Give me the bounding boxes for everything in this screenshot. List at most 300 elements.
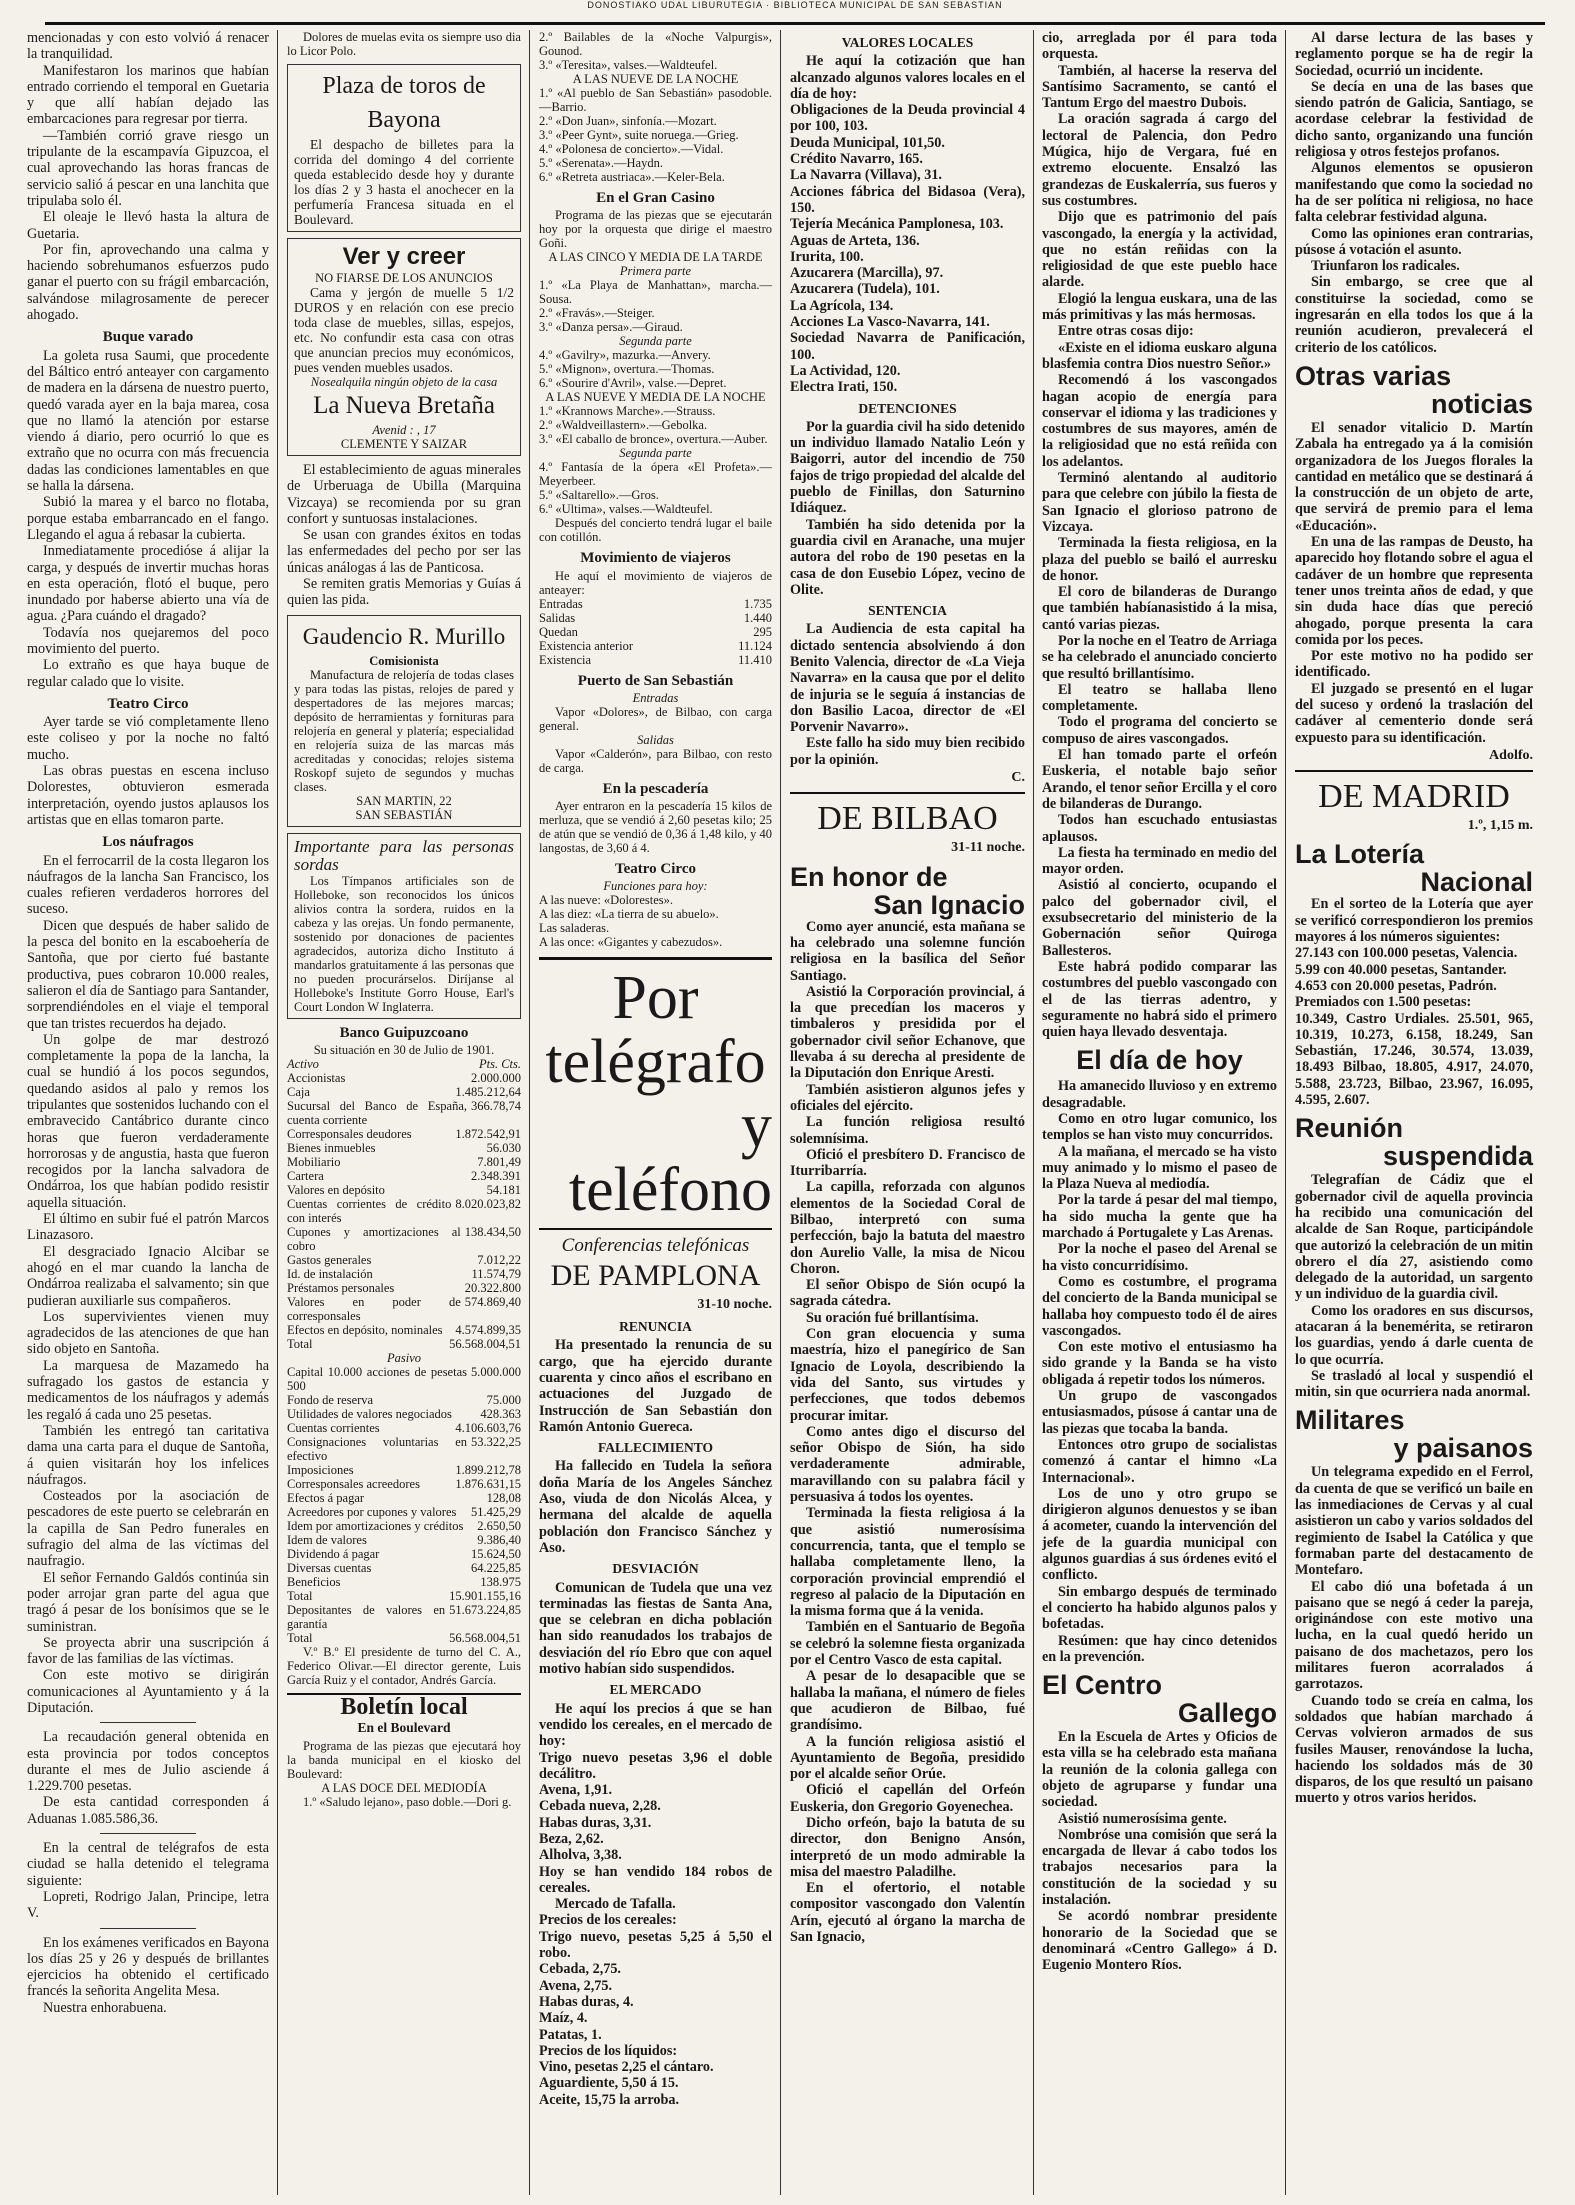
list-item: La Actividad, 120. xyxy=(790,362,901,379)
list-item: Aceite, 15,75 la arroba. xyxy=(539,2091,680,2108)
row-label: Idem de valores xyxy=(287,1532,367,1547)
row-label: Existencia xyxy=(539,652,592,667)
paragraph: Lopreti, Rodrigo Jalan, Principe, letra V. xyxy=(27,1888,269,1922)
list-item: 2.º «Fravás».—Steiger. xyxy=(539,306,655,321)
table-row xyxy=(287,1099,521,1127)
paragraph: La goleta rusa Saumi, que procedente del Báltico entró anteayer con cargamento de madera en la dársena de nuestro puerto, quedó varada ayer en la baja marea, cosa que no llamó la atención por estarse viendo á diario, pero ocurrió lo que es extraño que no ocurra con más frecuencia dadas las condiciones lamentables en que se halla la dársena. xyxy=(27,347,269,495)
list-item: 5.º «Serenata».—Haydn. xyxy=(539,156,663,170)
row-label: Sucursal del Banco de España, cuenta corriente xyxy=(287,1098,467,1127)
column-4 xyxy=(785,30,1030,2205)
paragraph: Un grupo de vascongados entusiasmados, púsose á cantar una de las piezas que tocaba la banda. xyxy=(1042,1388,1277,1437)
row-value: 138.434,50 xyxy=(464,1224,521,1239)
row-value: 8.020.023,82 xyxy=(455,1196,521,1211)
list-item: 6.º «Ultima», valses.—Waldteufel. xyxy=(539,502,713,517)
row-value: 1.872.542,91 xyxy=(455,1126,521,1141)
table-row xyxy=(287,1491,521,1505)
list-item: 1.º «La Playa de Manhattan», marcha.—Sousa. xyxy=(539,278,772,307)
table-row xyxy=(539,611,772,625)
paragraph: Por fin, aprovechando una calma y haciendo sobrehumanos esfuerzos pudo ganar el puerto con su frágil embarcación, salvándose milagrosamente de perecer ahogado. xyxy=(27,241,269,324)
row-label: Diversas cuentas xyxy=(287,1560,372,1575)
paragraph: Se remiten gratis Memorias y Guías á quien las pida. xyxy=(287,576,521,609)
row-value: 7.801,49 xyxy=(477,1154,521,1169)
list-item: Azucarera (Tudela), 101. xyxy=(790,281,940,298)
dateline: 31-11 noche. xyxy=(951,840,1025,856)
table-row xyxy=(287,1267,521,1281)
paragraph: Comunican de Tudela que una vez terminadas las fiestas de Santa Ana, que se celebran en dicha población han sido reanudados los trabajos de desviación del río Ebro que con aquel motivo habían sido suspendidos. xyxy=(539,1579,772,1678)
row-value: 75.000 xyxy=(486,1392,521,1407)
time-label: A LAS NUEVE Y MEDIA DE LA NOCHE xyxy=(545,390,766,405)
row-value: 1.440 xyxy=(743,610,772,625)
paragraph: cio, arreglada por él para toda orquesta. xyxy=(1042,30,1277,63)
travelers-table xyxy=(539,597,772,667)
subheading: Su situación en 30 de Julio de 1901. xyxy=(313,1042,495,1057)
subheading: En el Boulevard xyxy=(357,1720,451,1736)
section-banner xyxy=(539,957,772,1230)
paragraph: Por la noche el paseo del Arenal se ha visto concurridísimo. xyxy=(1042,1241,1277,1274)
paragraph: Este habrá podido comparar las costumbres del pueblo vascongado con el de las tierras adentro, y seguramente no habrá sido el primero quien haya llevado desventaja. xyxy=(1042,958,1277,1041)
paragraph: Por este motivo no ha podido ser identificado. xyxy=(1295,648,1533,681)
heading-line: El Centro xyxy=(1042,1670,1163,1701)
list-item: Acciones La Vasco-Navarra, 141. xyxy=(790,314,990,331)
list-item: Cebada nueva, 2,28. xyxy=(539,1798,661,1815)
list-item: Aguardiente, 5,50 á 15. xyxy=(539,2075,679,2092)
list-item: Sociedad Navarra de Panificación, 100. xyxy=(790,330,1025,363)
signature: C. xyxy=(1011,770,1025,786)
paragraph: El senador vitalicio D. Martín Zabala ha entregado ya á la comisión organizadora de los Juegos florales la cantidad en metálico que se destinará á la construcción de un objeto de arte, que servirá de premio para el lema «Educación». xyxy=(1295,419,1533,534)
balance-table xyxy=(287,1057,521,1645)
paragraph: Terminada la fiesta religiosa, en la plaza del pueblo se bailó el aurresku de honor. xyxy=(1042,535,1277,584)
paragraph: Subió la marea y el barco no flotaba, porque estaba embarrancado en el fango. Llegando el agua á rebasar la cubierta. xyxy=(27,494,269,543)
table-row xyxy=(287,1407,521,1421)
list-item: Habas duras, 3,31. xyxy=(539,1814,652,1831)
list-item: 5.º «Mignon», overtura.—Thomas. xyxy=(539,362,715,377)
market-list xyxy=(539,1912,772,2108)
row-value: 4.106.603,76 xyxy=(455,1420,521,1435)
paragraph: Nombróse una comisión que será la encargada de llevar á cabo todos los trabajos necesarios para la constitución de la sociedad y su instalación. xyxy=(1042,1826,1277,1909)
row-value: 128,08 xyxy=(486,1490,521,1505)
paragraph: El desgraciado Ignacio Alcibar se ahogó en el mar cuando la lancha de Ondárroa realizaba el salvamento; sin que pudieran auxiliarle sus compañeros. xyxy=(27,1243,269,1309)
paragraph: Todos han escuchado entusiastas aplausos. xyxy=(1042,812,1277,845)
row-value: 64.225,85 xyxy=(471,1560,521,1575)
list-item: A las nueve: «Dolorestes». xyxy=(539,893,674,908)
table-row xyxy=(287,1463,521,1477)
ad-ver-creer xyxy=(287,238,521,456)
row-label: Accionistas xyxy=(287,1070,346,1085)
paragraph: En la central de telégrafos de esta ciudad se halla detenido el telegrama siguiente: xyxy=(27,1840,269,1889)
section-heading: Los náufragos xyxy=(102,834,194,851)
ad-text: Dolores de muelas evita os siempre uso dia lo Licor Polo. xyxy=(287,30,521,58)
row-label: Efectos en depósito, nominales xyxy=(287,1322,443,1337)
table-row xyxy=(287,1561,521,1575)
paragraph: Dijo que es patrimonio del país vascongado, la energía y la actividad, que no están reñidas con la religiosidad de que este pueblo hace alarde. xyxy=(1042,209,1277,291)
heading-line: noticias xyxy=(1430,388,1533,419)
list-item: Deuda Municipal, 101,50. xyxy=(790,134,945,151)
ad-address: Avenid : , 17 xyxy=(372,423,436,437)
dateline: 1.º, 1,15 m. xyxy=(1467,818,1533,834)
table-row xyxy=(287,1519,521,1533)
list-item: Irurita, 100. xyxy=(790,248,864,265)
table-row xyxy=(287,1533,521,1547)
subheading: Conferencias telefónicas xyxy=(561,1235,750,1257)
list-item: 1.º «Krannows Marche».—Strauss. xyxy=(539,404,716,419)
row-value: 9.386,40 xyxy=(477,1532,521,1547)
row-label: Utilidades de valores negociados xyxy=(287,1406,452,1421)
ad-address: SAN MARTIN, 22 xyxy=(356,793,452,808)
list-item: Electra Irati, 150. xyxy=(790,379,898,396)
paragraph: Asistió numerosísima gente. xyxy=(1058,1810,1227,1827)
paragraph: Su oración fué brillantísima. xyxy=(806,1309,979,1326)
row-value: 138.975 xyxy=(480,1574,521,1589)
paragraph: He aquí los precios á que se han vendido los cereales, en el mercado de hoy: xyxy=(539,1700,772,1750)
list-item: 6.º «Sourire d'Avril», valse.—Depret. xyxy=(539,376,727,391)
paragraph: Este fallo ha sido muy bien recibido por la opinión. xyxy=(790,735,1025,768)
row-value: 4.574.899,35 xyxy=(455,1322,521,1337)
paragraph: Como es costumbre, el programa del concierto de la Banda municipal se hallaba hoy compuesto todo él de aires vascongados. xyxy=(1042,1273,1277,1339)
row-value: 574.869,40 xyxy=(464,1294,521,1309)
list-item: 3.º «Teresita», valses.—Waldteufel. xyxy=(539,58,718,72)
row-value: 2.650,50 xyxy=(477,1518,521,1533)
row-label: Existencia anterior xyxy=(539,638,634,653)
table-row xyxy=(287,1295,521,1323)
paragraph: Se trasladó al local y suspendió el mitin, sin que ocurriera nada anormal. xyxy=(1295,1367,1533,1401)
row-label: Imposiciones xyxy=(287,1462,354,1477)
row-label: Cuentas corrientes de crédito con interés xyxy=(287,1196,452,1225)
row-value: 53.322,25 xyxy=(471,1434,521,1449)
paragraph: Por la guardia civil ha sido detenido un individuo llamado Natalio León y Baigorri, autor del incendio de 750 fajos de trigo propiedad del alcalde del pueblo de Finillas, don Saturnino Idiáquez. xyxy=(790,418,1025,517)
market-list xyxy=(539,1750,772,1897)
row-label: Consignaciones voluntarias en efectivo xyxy=(287,1434,467,1463)
paragraph: Asistió la Corporación provincial, á la que precedían los maceros y timbaleros y presidida por el gobernador civil señor Echanove, que llevaba á su derecha al presidente de la Diputación don Enrique Aresti. xyxy=(790,983,1025,1082)
program-list xyxy=(539,404,772,446)
row-value: 11.574,79 xyxy=(471,1266,521,1281)
heading-line: Militares xyxy=(1295,1405,1405,1436)
paragraph: El establecimiento de aguas minerales de Urberuaga de Ubilla (Marquina Vizcaya) se recomienda por su gran confort y suntuosas instalaciones. xyxy=(287,462,521,527)
paragraph: Terminada la fiesta religiosa á la que asistió numerosísima concurrencia, tanta, que el templo se hallaba completamente lleno, la corporación provincial emprendió el regreso al palacio de la Diputación en la misma forma que á la venida. xyxy=(790,1505,1025,1620)
column-1 xyxy=(22,30,274,2205)
ad-title: Plaza de toros de Bayona xyxy=(322,73,486,133)
row-label: Acreedores por cupones y valores xyxy=(287,1504,457,1519)
row-value: 1.899.212,78 xyxy=(455,1462,521,1477)
row-label: Idem por amortizaciones y créditos xyxy=(287,1518,464,1533)
paragraph: Como en otro lugar comunico, los templos se han visto muy concurridos. xyxy=(1042,1111,1277,1144)
list-item: Premiados con 1.500 pesetas: xyxy=(1295,994,1472,1011)
list-item: 3.º «Danza persa».—Giraud. xyxy=(539,320,683,335)
list-item: Habas duras, 4. xyxy=(539,1993,634,2010)
paragraph: Después del concierto tendrá lugar el baile con cotillón. xyxy=(539,516,772,545)
paragraph: Ofició el capellán del Orfeón Euskeria, don Gregorio Goyenechea. xyxy=(790,1782,1025,1815)
list-item: 4.º Fantasía de la ópera «El Profeta».—Meyerbeer. xyxy=(539,460,772,489)
row-label: Id. de instalación xyxy=(287,1266,373,1281)
paragraph: Un golpe de mar destrozó completamente la popa de la lancha, la cual se hundió á los pocos segundos, quedando asidos al palo y remos los tripulantes que sostenidos luchando con el embravecido Cantábrico durante cinco horas que fueron verdaderamente horrorosas y de angustia, hasta que fueron recogidos por la lancha salvadora de Ondárroa, los que habían podido resistir aquella situación. xyxy=(27,1031,269,1211)
paragraph: Como los oradores en sus discursos, atacaran á la benemérita, se retiraron los guardias, yendo á darle cuenta de lo que ocurría. xyxy=(1295,1302,1533,1368)
section-heading: Buque varado xyxy=(102,329,194,346)
row-value: 5.000.000 xyxy=(471,1364,521,1379)
separator xyxy=(100,1928,197,1929)
list-item: La Navarra (Villava), 31. xyxy=(790,167,942,184)
program-list xyxy=(539,278,772,334)
program-list xyxy=(539,460,772,516)
paragraph: Al darse lectura de las bases y reglamento porque se ha de regir la Sociedad, ocurrió un incidente. xyxy=(1295,30,1533,79)
ad-body: Los Tímpanos artificiales son de Holleboke, son reconocidos los únicos alivios contra la sordera, ruidos en la cabeza y las orejas. Un fondo permanente, sostenido por donaciones de pacientes agradecidos, autoriza dicho Instituto á mandarlos gratuitamente á las personas que no pueden procurárselos. Diríjanse al Holleboke's Institute Gorro House, Earl's Court London W Inglaterra. xyxy=(294,873,514,1014)
list-item: 3.º «Peer Gynt», suite noruega.—Grieg. xyxy=(539,128,739,142)
paragraph: A la mañana, el mercado se ha visto muy animado y lo mismo el paseo de la Plaza Nueva al mediodía. xyxy=(1042,1143,1277,1193)
paragraph: Todo el programa del concierto se compuso de aires vascongados. xyxy=(1042,714,1277,747)
paragraph: Dicho orfeón, bajo la batuta de su director, don Benigno Ansón, interpretó de un modo admirable la misa del maestro Paladilhe. xyxy=(790,1814,1025,1880)
masthead-stamp: DONOSTIAKO UDAL LIBURUTEGIA · BIBLIOTECA MUNICIPAL DE SAN SEBASTIAN xyxy=(587,0,1003,10)
row-label: Cupones y amortizaciones al cobro xyxy=(287,1224,461,1253)
separator xyxy=(100,1722,197,1723)
list-item: Alholva, 3,38. xyxy=(539,1847,622,1864)
paragraph: Sin embargo, se cree que al constituirse la sociedad, como se ingresarán en ella todos los que á la reunión acudieron, prevalecerá el criterio de los católicos. xyxy=(1295,274,1533,356)
paragraph: En el ferrocarril de la costa llegaron los náufragos de la lancha San Francisco, los cuales refieren verdaderos horrores del suceso. xyxy=(27,852,269,918)
program-list xyxy=(539,86,772,184)
list-item: 27.143 con 100.000 pesetas, Valencia. xyxy=(1295,945,1518,962)
ad-note: Nosealquila ningún objeto de la casa xyxy=(310,375,498,389)
table-row xyxy=(287,1477,521,1491)
row-label: Mobiliario xyxy=(287,1154,341,1169)
paragraph: Lo extraño es que haya buque de regular calado que lo visite. xyxy=(27,657,269,690)
paragraph: El coro de bilanderas de Durango que también habíanasistido á la misa, cantó varias piezas. xyxy=(1042,584,1277,633)
ad-title: Gaudencio R. Murillo xyxy=(302,623,506,649)
part-label: Entradas xyxy=(632,690,679,705)
list-item: Azucarera (Marcilla), 97. xyxy=(790,265,944,282)
paragraph: También ha sido detenida por la guardia civil en Aranache, una mujer autora del robo de 190 pesetas en la casa de don Eusebio López, vecino de Olite. xyxy=(790,516,1025,598)
paragraph: Los de uno y otro grupo se dirigieron algunos denuestos y se iban á acometer, cuando la intervención del jefe de la guardia municipal con algunos guardias á sus órdenes evitó el conflicto. xyxy=(1042,1485,1277,1584)
row-value: 56.568.004,51 xyxy=(449,1630,521,1645)
paragraph: En el sorteo de la Lotería que ayer se verificó correspondieron los premios mayores á los números siguientes: xyxy=(1295,896,1533,946)
paragraph: He aquí la cotización que han alcanzado algunos valores locales en el día de hoy: xyxy=(790,53,1025,102)
paragraph: Resúmen: que hay cinco detenidos en la prevención. xyxy=(1042,1632,1277,1665)
section-heading: Boletín local xyxy=(287,1693,521,1715)
program-list xyxy=(539,893,772,949)
paragraph: El señor Fernando Galdós continúa sin poder arrojar gran parte del agua que tragó á pesar de los bonísimos que se le suministran. xyxy=(27,1569,269,1635)
paragraph: Asistió al concierto, ocupando el palco del gobernador civil, el exsubsecretario del ministerio de la Gobernación señor Quiroga Ballesteros. xyxy=(1042,877,1277,959)
table-row xyxy=(287,1253,521,1267)
paragraph: Como antes digo el discurso del señor Obispo de Sión, ha sido verdaderamente admirable, maravillando con su palabra fácil y persuasiva á todos los oyentes. xyxy=(790,1423,1025,1506)
banner-line: y teléfono xyxy=(568,1092,772,1225)
top-rule xyxy=(45,22,1545,25)
paragraph: Sin embargo después de terminado el concierto ha habido algunos palos y bofetadas. xyxy=(1042,1583,1277,1633)
paragraph: A la función religiosa asistió el Ayuntamiento de Begoña, presidido por el alcalde señor Orúe. xyxy=(790,1733,1025,1783)
paragraph: Vapor «Dolores», de Bilbao, con carga general. xyxy=(539,704,772,733)
paragraph: Manifestaron los marinos que habían entrado corriendo el temporal en Guetaria y que allí habían dejado las embarcaciones para regresar por tierra. xyxy=(27,62,269,128)
heading-line: En honor de xyxy=(790,861,948,892)
paragraph: El teatro se hallaba lleno completamente. xyxy=(1042,681,1277,715)
row-label: Gastos generales xyxy=(287,1252,372,1267)
table-row xyxy=(539,639,772,653)
column-6 xyxy=(1290,30,1538,2205)
section-heading: VALORES LOCALES xyxy=(841,35,974,50)
paragraph: El cabo dió una bofetada á un paisano que se negó á ceder la pareja, originándose con este motivo una lucha, en la cual quedó herido un paisano de dos machetazos, pero los militares fueron acorralados á garrotazos. xyxy=(1295,1578,1533,1693)
paragraph: El señor Obispo de Sión ocupó la sagrada cátedra. xyxy=(790,1277,1025,1310)
list-item: 2.º «Don Juan», sinfonía.—Mozart. xyxy=(539,114,717,128)
list-item: 6.º «Retreta austriaca».—Keler-Bela. xyxy=(539,170,725,184)
row-value: 15.901.155,16 xyxy=(449,1588,521,1603)
row-value: 428.363 xyxy=(480,1406,521,1421)
paragraph: Nuestra enhorabuena. xyxy=(43,1999,167,2016)
ad-names: CLEMENTE Y SAIZAR xyxy=(340,437,468,451)
paragraph: A pesar de lo desapacible que se hallaba la mañana, el número de fieles que acudieron de Bilbao, fué grandísimo. xyxy=(790,1668,1025,1734)
paragraph: Como ayer anuncié, esta mañana se ha celebrado una solemne función religiosa en la basílica del Señor Santiago. xyxy=(790,918,1025,984)
section-heading: DESVIACIÓN xyxy=(612,1561,699,1577)
paragraph: «Existe en el idioma euskaro alguna blasfemia contra Dios nuestro Señor.» xyxy=(1042,339,1277,372)
paragraph: La Audiencia de esta capital ha dictado sentencia absolviendo á don Benito Valencia, director de «La Vieja Navarra» en la causa que por el delito de injuria se le seguía á instancias de don Basilio Lacoa, director de «El Porvenir Navarro». xyxy=(790,621,1025,736)
city-heading: DE PAMPLONA xyxy=(550,1258,761,1292)
paragraph: En el ofertorio, el notable compositor vascongado don Valentín Arín, ejecutó al órgano la marcha de San Ignacio, xyxy=(790,1880,1025,1946)
stock-list xyxy=(790,102,1025,395)
paragraph: Programa de las piezas que se ejecutarán hoy por la orquesta que dirige el maestro Goñi. xyxy=(539,208,772,251)
section-heading: Movimiento de viajeros xyxy=(580,550,731,567)
paragraph: La función religiosa resultó solemnísima. xyxy=(790,1114,1025,1147)
section-heading: Puerto de San Sebastián xyxy=(577,672,734,689)
label: Activo xyxy=(287,1056,319,1071)
time-label: A LAS CINCO Y MEDIA DE LA TARDE xyxy=(548,250,763,265)
paragraph: La capilla, reforzada con algunos elementos de la Sociedad Coral de Bilbao, interpretó con suma perfección, bajo la batuta del maestro don Aurelio Valle, la misa de Nicou Choron. xyxy=(790,1179,1025,1277)
paragraph: Vapor «Calderón», para Bilbao, con resto de carga. xyxy=(539,746,772,775)
paragraph: Todavía nos quejaremos del poco movimiento del puerto. xyxy=(27,624,269,657)
paragraph: La recaudación general obtenida en esta provincia por todos conceptos durante el mes de Julio asciende á 1.229.700 pesetas. xyxy=(27,1729,269,1795)
list-item: Cebada, 2,75. xyxy=(539,1961,621,1978)
paragraph: Dicen que después de haber salido de la pesca del bonito en la escaboehería de Santoña, que por cierto fué bastante productiva, pues cobraron 10.000 reales, salieron el día de Santiago para Santander, sorprendiéndoles en el viaje el temporal que tan tristes recuerdos ha dejado. xyxy=(27,917,269,1032)
paragraph: Ofició el presbítero D. Francisco de Iturribarría. xyxy=(790,1146,1025,1180)
paragraph: También en el Santuario de Begoña se celebró la solemne fiesta organizada por el Centro Vasco de esta capital. xyxy=(790,1619,1025,1669)
list-item: Beza, 2,62. xyxy=(539,1830,604,1847)
news-heading xyxy=(1295,1114,1533,1170)
table-row xyxy=(287,1225,521,1253)
city-heading: DE MADRID xyxy=(1295,770,1533,816)
paragraph: También les entregó tan caritativa dama una carta para el duque de Santoña, á quien visitarán hoy los infelices náufragos. xyxy=(27,1422,269,1488)
table-row xyxy=(287,1323,521,1337)
section-heading: FALLECIMIENTO xyxy=(597,1440,714,1456)
table-row xyxy=(287,1603,521,1631)
table-row xyxy=(539,625,772,639)
row-label: Depositantes de valores en garantía xyxy=(287,1602,446,1631)
section-heading: RENUNCIA xyxy=(619,1319,692,1335)
list-item: Maíz, 4. xyxy=(539,2010,588,2027)
row-value: 56.568.004,51 xyxy=(449,1336,521,1351)
column-3 xyxy=(534,30,777,2205)
ad-sordos xyxy=(287,833,521,1019)
row-label: Total xyxy=(287,1336,313,1351)
row-label: Beneficios xyxy=(287,1574,341,1589)
list-item: Avena, 2,75. xyxy=(539,1977,613,1994)
list-item: Tejería Mecánica Pamplonesa, 103. xyxy=(790,216,1004,233)
ad-murillo xyxy=(287,615,521,827)
ad-title: Ver y creer xyxy=(342,243,466,270)
heading-line: Reunión xyxy=(1295,1113,1403,1144)
list-item: 5.º «Saltarello».—Gros. xyxy=(539,488,659,503)
paragraph: La oración sagrada á cargo del lectoral de Palencia, don Pedro Múgica, hijo de Vergara, fué en extremo elocuente. Ensalzó las grandezas de Euskalerría, sus fueros y sus costumbres. xyxy=(1042,111,1277,209)
list-item: 5.99 con 40.000 pesetas, Santander. xyxy=(1295,961,1507,978)
paragraph: El juzgado se presentó en el lugar del suceso y ordenó la traslación del cadáver al cementerio donde será expuesto para su identificación. xyxy=(1295,680,1533,746)
paragraph: Ayer tarde se vió completamente lleno este coliseo y por la noche no faltó mucho. xyxy=(27,714,269,763)
list-item: 2.º Bailables de la «Noche Valpurgis», Gounod. xyxy=(539,30,772,58)
row-value: 1.485.212,64 xyxy=(455,1084,521,1099)
balance-rows xyxy=(287,1365,521,1645)
row-value: 11.124 xyxy=(738,638,772,653)
paragraph: —También corrió grave riesgo un tripulante de la escampavía Gipuzcoa, el cual aprovechando las horas francas de servicio salió á pescar en una lanchita que tripulaba solo él. xyxy=(27,127,269,209)
paragraph: Mercado de Tafalla. xyxy=(555,1896,676,1913)
table-row xyxy=(287,1197,521,1225)
balance-rows xyxy=(287,1071,521,1351)
part-label: Segunda parte xyxy=(619,334,692,349)
row-label: Fondo de reserva xyxy=(287,1392,374,1407)
row-value: 2.000.000 xyxy=(471,1070,521,1085)
row-label: Caja xyxy=(287,1084,310,1099)
column-5 xyxy=(1037,30,1282,2205)
list-item: Trigo nuevo, pesetas 5,25 á 5,50 el robo. xyxy=(539,1928,772,1962)
heading-line: La Lotería xyxy=(1295,839,1425,870)
section-heading: Banco Guipuzcoano xyxy=(339,1024,469,1041)
paragraph: Recomendó á los vascongados hagan acopio de energía para conservar el idioma y las tradiciones y costumbres de sus mayores, amén de la religiosidad que no está reñida con los adelantos. xyxy=(1042,372,1277,470)
row-value: 56.030 xyxy=(486,1140,521,1155)
table-row xyxy=(287,1547,521,1561)
section-heading: SENTENCIA xyxy=(868,603,947,619)
heading-line: San Ignacio xyxy=(873,889,1025,920)
list-item: 4.º «Gavilry», mazurka.—Anvery. xyxy=(539,348,711,363)
lottery-list xyxy=(1295,945,1533,1108)
row-value: 15.624,50 xyxy=(471,1546,521,1561)
paragraph: Se usan con grandes éxitos en todas las enfermedades del pecho por ser las únicas análogas á las de Panticosa. xyxy=(287,527,521,576)
paragraph: Se proyecta abrir una suscripción á favor de las familias de las víctimas. xyxy=(27,1634,269,1668)
table-row xyxy=(287,1071,521,1085)
table-row xyxy=(287,1505,521,1519)
paragraph: Como las opiniones eran contrarias, púsose á votación el asunto. xyxy=(1295,225,1533,258)
row-label: Salidas xyxy=(539,610,576,625)
table-row xyxy=(287,1421,521,1435)
section-heading: En el Gran Casino xyxy=(596,190,715,206)
news-heading xyxy=(790,863,1025,919)
row-label: Capital 10.000 acciones de pesetas 500 xyxy=(287,1364,467,1393)
row-label: Corresponsales acreedores xyxy=(287,1476,420,1491)
paragraph: De esta cantidad corresponden á Aduanas 1.085.586,36. xyxy=(27,1794,269,1827)
paragraph: Por la tarde á pesar del mal tiempo, ha sido mucha la gente que ha marchado á Portugalete y Las Arenas. xyxy=(1042,1192,1277,1242)
column-2 xyxy=(282,30,526,2205)
ad-subtitle: Comisionista xyxy=(369,653,439,668)
news-heading: El día de hoy xyxy=(1076,1045,1243,1076)
row-value: 51.673.224,85 xyxy=(449,1602,521,1617)
paragraph: V.º B.º El presidente de turno del C. A., Federico Olivar.—El director gerente, Luis García Ruiz y el contador, Andrés García. xyxy=(287,1644,521,1687)
dateline: 31-10 noche. xyxy=(697,1296,772,1312)
heading-line: Nacional xyxy=(1420,867,1533,898)
signature: Adolfo. xyxy=(1489,747,1533,763)
row-label: Efectos á pagar xyxy=(287,1490,365,1505)
row-value: 11.410 xyxy=(738,652,772,667)
list-item: Patatas, 1. xyxy=(539,2026,602,2043)
row-label: Total xyxy=(287,1630,313,1645)
paragraph: Ayer entraron en la pescadería 15 kilos de merluza, que se vendió á 2,60 pesetas kilo; 25 de atún que se vendió de 0,36 á 1,48 kilo, y 40 langostas, de 3,60 á 4. xyxy=(539,799,772,856)
list-item: A las diez: «La tierra de su abuelo». xyxy=(539,907,719,922)
label: Pts. Cts. xyxy=(478,1056,521,1071)
paragraph: mencionadas y con esto volvió á renacer la tranquilidad. xyxy=(27,30,269,63)
section-heading: EL MERCADO xyxy=(609,1682,702,1698)
paragraph: Por la noche en el Teatro de Arriaga se ha celebrado el anunciado concierto que resultó brillantísimo. xyxy=(1042,632,1277,682)
label: Pasivo xyxy=(386,1350,422,1365)
row-label: Cartera xyxy=(287,1168,324,1183)
paragraph: Ha fallecido en Tudela la señora doña María de los Angeles Sánchez Aso, viuda de don Nicolás Alcea, y hermana del alcalde de aquella población don Francisco Sánchez y Aso. xyxy=(539,1458,772,1556)
paragraph: Un telegrama expedido en el Ferrol, da cuenta de que se verificó un baile en las inmediaciones de Cervas y al cual asistieron un cabo y varios soldados del regimiento de Isabel la Católica y que formaban parte del destacamento de Montefaro. xyxy=(1295,1464,1533,1579)
list-item: 4.º «Polonesa de concierto».—Vidal. xyxy=(539,142,724,156)
paragraph: También asistieron algunos jefes y oficiales del ejército. xyxy=(790,1081,1025,1114)
row-label: Dividendo á pagar xyxy=(287,1546,380,1561)
row-value: 20.322.800 xyxy=(464,1280,521,1295)
table-row xyxy=(287,1169,521,1183)
row-value: 54.181 xyxy=(486,1182,521,1197)
table-row xyxy=(287,1365,521,1393)
section-heading: Teatro Circo xyxy=(615,861,696,878)
ad-title: Importante para las personas sordas xyxy=(294,836,514,874)
heading-line: suspendida xyxy=(1382,1141,1533,1172)
